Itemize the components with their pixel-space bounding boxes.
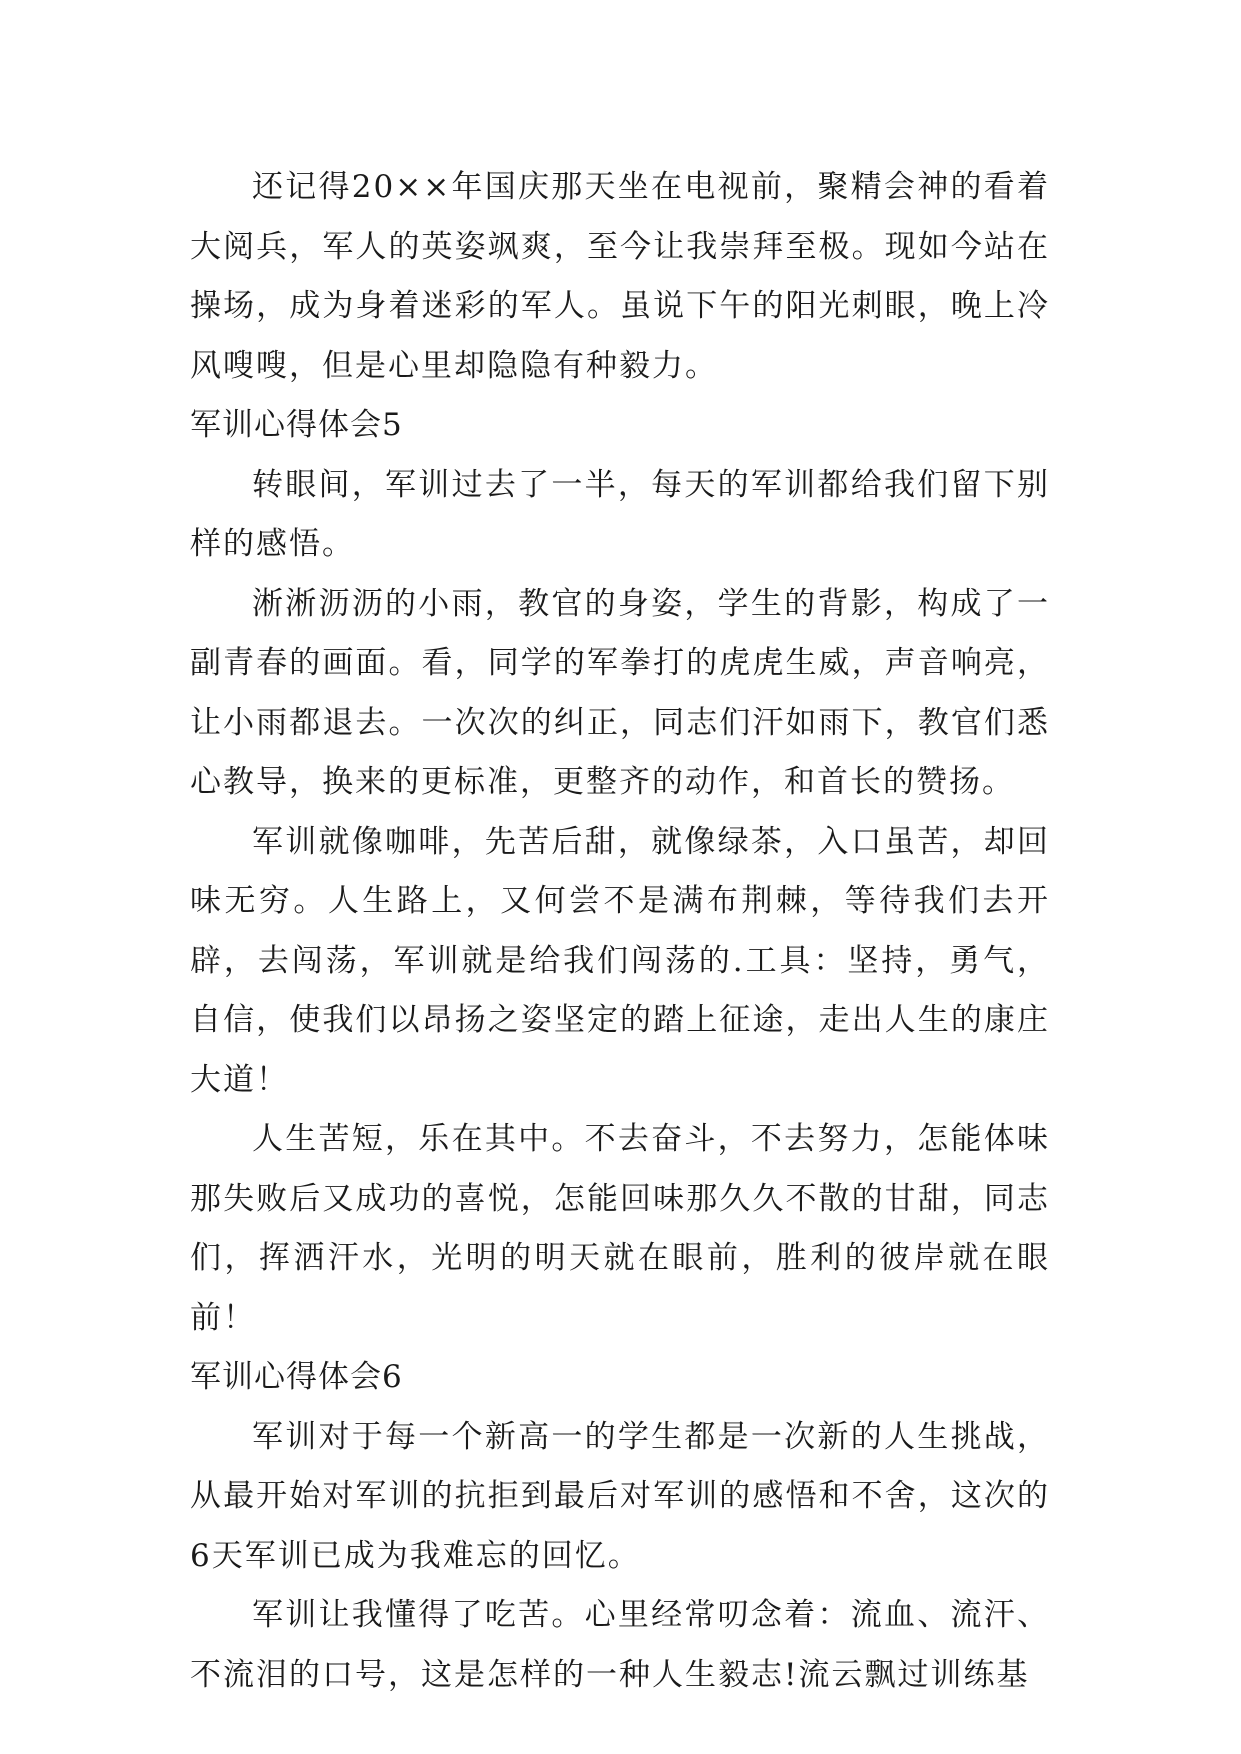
paragraph-half-training: 转眼间，军训过去了一半，每天的军训都给我们留下别样的感悟。 xyxy=(190,466,1050,562)
paragraph-coffee-tea: 军训就像咖啡，先苦后甜，就像绿茶，入口虽苦，却回味无穷。人生路上，又何尝不是满布荆棘，等待我们去开辟，去闯荡，军训就是给我们闯荡的.工具：坚持，勇气，自信，使我们以昂扬之姿坚定的踏上征途，走出人生的康庄大道！ xyxy=(190,823,1050,1098)
section-heading-6: 军训心得体会6 xyxy=(190,1359,403,1395)
paragraph-life-short: 人生苦短，乐在其中。不去奋斗，不去努力，怎能体味那失败后又成功的喜悦，怎能回味那久久不散的甘甜，同志们，挥洒汗水，光明的明天就在眼前，胜利的彼岸就在眼前！ xyxy=(190,1121,1050,1336)
paragraph-new-challenge: 军训对于每一个新高一的学生都是一次新的人生挑战，从最开始对军训的抗拒到最后对军训的感悟和不舍，这次的6天军训已成为我难忘的回忆。 xyxy=(190,1418,1050,1574)
paragraph-hardship: 军训让我懂得了吃苦。心里经常叨念着：流血、流汗、不流泪的口号，这是怎样的一种人生毅志!流云飘过训练基 xyxy=(190,1597,1050,1693)
paragraph-drizzle: 淅淅沥沥的小雨，教官的身姿，学生的背影，构成了一副青春的画面。看，同学的军拳打的虎虎生威，声音响亮，让小雨都退去。一次次的纠正，同志们汗如雨下，教官们悉心教导，换来的更标准，更整齐的动作，和首长的赞扬。 xyxy=(190,585,1050,800)
document-body xyxy=(190,158,1050,1705)
section-heading-5: 军训心得体会5 xyxy=(190,407,403,443)
paragraph-national-day-memory: 还记得20××年国庆那天坐在电视前，聚精会神的看着大阅兵，军人的英姿飒爽，至今让我崇拜至极。现如今站在操场，成为身着迷彩的军人。虽说下午的阳光刺眼，晚上冷风嗖嗖，但是心里却隐隐有种毅力。 xyxy=(190,169,1050,384)
